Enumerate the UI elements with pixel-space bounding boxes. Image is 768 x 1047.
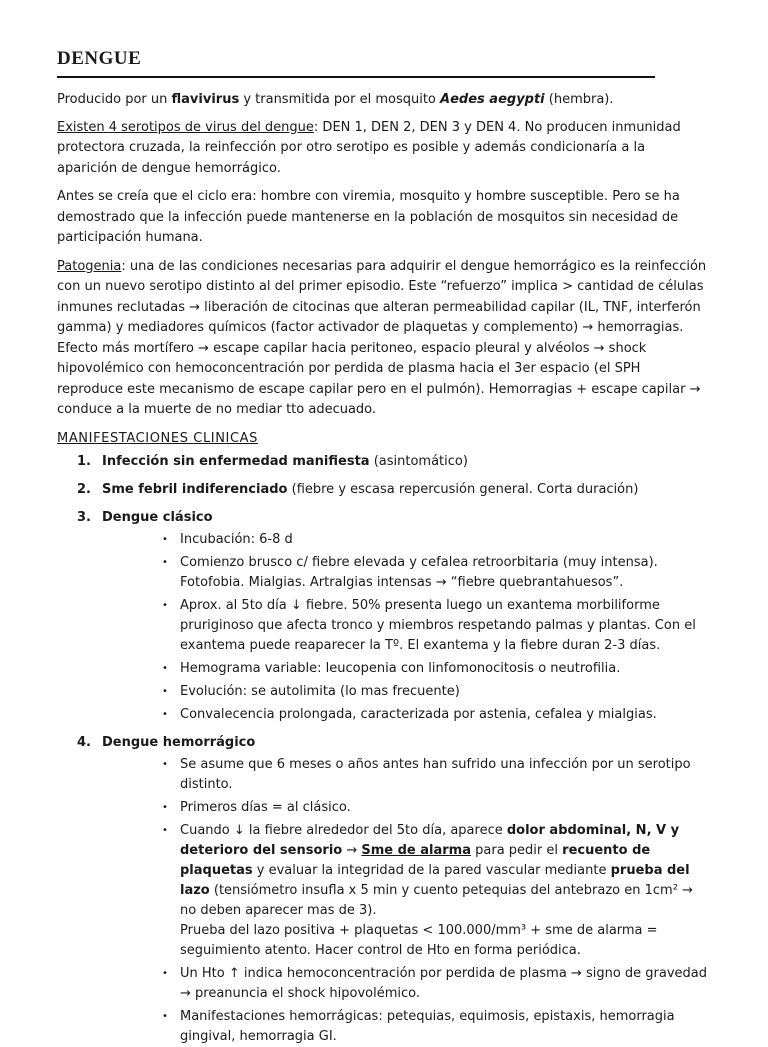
text: Producido por un bbox=[57, 92, 172, 107]
bullet-item bbox=[102, 705, 708, 725]
text: → bbox=[342, 842, 362, 858]
text-bold: prueba del lazo bbox=[180, 862, 690, 898]
bullet-icon: • bbox=[162, 556, 168, 568]
intro-paragraph bbox=[57, 90, 708, 111]
item-title: Dengue clásico bbox=[102, 509, 213, 525]
manifestations-list bbox=[57, 452, 708, 1047]
bullet-item bbox=[102, 553, 708, 593]
bullet-item bbox=[102, 755, 708, 795]
text-underlined: Patogenia bbox=[57, 258, 122, 274]
list-item bbox=[57, 452, 708, 472]
classic-dengue-bullets bbox=[102, 530, 708, 725]
text: Se asume que 6 meses o años antes han sufrido una infección por un serotipo distinto. bbox=[180, 756, 691, 792]
bullet-icon: • bbox=[162, 662, 168, 674]
pathogenesis-paragraph bbox=[57, 257, 708, 421]
page-title: DENGUE bbox=[57, 48, 655, 78]
text-bold: dolor abdominal, N, V y deterioro del sensorio bbox=[180, 822, 680, 858]
text: (tensiómetro insufla x 5 min y cuento petequias del antebrazo en 1cm² → no deben aparecer mas de 3). bbox=[180, 882, 693, 918]
text: Cuando ↓ la fiebre alrededor del 5to día, aparece bbox=[180, 822, 507, 838]
bullet-icon: • bbox=[162, 708, 168, 720]
text: Comienzo brusco c/ fiebre elevada y cefalea retroorbitaria (muy intensa). Fotofobia. Mialgias. Artralgias intensas → “fiebre quebrantahuesos”. bbox=[180, 554, 658, 590]
text: Hemograma variable: leucopenia con linfomonocitosis o neutrofilia. bbox=[180, 660, 621, 676]
text: y evaluar la integridad de la pared vascular mediante bbox=[252, 862, 611, 878]
text-bold-underlined: Sme de alarma bbox=[361, 842, 472, 858]
item-title: Infección sin enfermedad manifiesta bbox=[102, 453, 370, 469]
bullet-icon: • bbox=[162, 599, 168, 611]
text: (hembra). bbox=[544, 92, 614, 107]
bullet-icon: • bbox=[162, 685, 168, 697]
item-title: Dengue hemorrágico bbox=[102, 734, 256, 750]
text: Convalecencia prolongada, caracterizada por astenia, cefalea y mialgias. bbox=[180, 706, 657, 722]
text: para pedir el bbox=[471, 842, 563, 858]
bullet-icon: • bbox=[162, 824, 168, 836]
bullet-item bbox=[102, 1007, 708, 1047]
bullet-icon: • bbox=[162, 967, 168, 979]
bullet-icon: • bbox=[162, 801, 168, 813]
item-number: 4. bbox=[77, 734, 91, 750]
bullet-item bbox=[102, 798, 708, 818]
bullet-icon: • bbox=[162, 758, 168, 770]
bullet-item bbox=[102, 821, 708, 961]
list-item bbox=[57, 480, 708, 500]
item-number: 2. bbox=[77, 481, 91, 497]
text: Prueba del lazo positiva + plaquetas < 100.000/mm³ + sme de alarma = seguimiento atento. Hacer control de Hto en forma periódica. bbox=[180, 922, 658, 958]
text: Un Hto ↑ indica hemoconcentración por perdida de plasma → signo de gravedad → preanuncia el shock hipovolémico. bbox=[180, 965, 708, 1001]
bullet-item bbox=[102, 596, 708, 656]
text: Evolución: se autolimita (lo mas frecuente) bbox=[180, 683, 460, 699]
bullet-item bbox=[102, 964, 708, 1004]
cycle-paragraph: Antes se creía que el ciclo era: hombre con viremia, mosquito y hombre susceptible. Pero se ha demostrado que la infección puede mantenerse en la población de mosquitos sin necesidad de participación humana. bbox=[57, 189, 680, 245]
bullet-item bbox=[102, 530, 708, 550]
text: Manifestaciones hemorrágicas: petequias, equimosis, epistaxis, hemorragia gingival, hemorragia GI. bbox=[180, 1008, 675, 1044]
text-bold-italic: Aedes aegypti bbox=[440, 92, 545, 107]
bullet-item bbox=[102, 659, 708, 679]
bullet-item bbox=[102, 682, 708, 702]
item-number: 1. bbox=[77, 453, 91, 469]
text: (asintomático) bbox=[369, 453, 468, 469]
list-item bbox=[57, 508, 708, 725]
text: : DEN 1, DEN 2, DEN 3 y DEN 4. No producen inmunidad protectora cruzada, la reinfección por otro serotipo es posible y además condicionaría a la aparición de dengue hemorrágico. bbox=[57, 119, 681, 176]
item-title: Sme febril indiferenciado bbox=[102, 481, 288, 497]
text: y transmitida por el mosquito bbox=[239, 92, 441, 107]
text-bold: recuento de plaquetas bbox=[180, 842, 651, 878]
item-number: 3. bbox=[77, 509, 91, 525]
text-underlined: Existen 4 serotipos de virus del dengue bbox=[57, 119, 314, 135]
text: : una de las condiciones necesarias para adquirir el dengue hemorrágico es la reinfección con un nuevo serotipo distinto al del primer episodio. Este “refuerzo” implica > cantidad de células inmunes reclutadas → liberación de citocinas que alteran permeabilidad capilar (IL, TNF, interferón gamma) y mediadores químicos (factor activador de plaquetas y complemento) → hemorragias. Efecto más mortífero → escape capilar hacia peritoneo, espacio pleural y alvéolos → shock hipovolémico con hemoconcentración por perdida de plasma hacia el 3er espacio (el SPH reproduce este mecanismo de escape capilar pero en el pulmón). Hemorragias + escape capilar → conduce a la muerte de no mediar tto adecuado. bbox=[57, 258, 707, 417]
hemorrhagic-dengue-bullets bbox=[102, 755, 708, 1047]
bullet-icon: • bbox=[162, 1010, 168, 1022]
serotypes-paragraph bbox=[57, 118, 708, 180]
section-title: MANIFESTACIONES CLINICAS bbox=[57, 430, 259, 446]
text: Aprox. al 5to día ↓ fiebre. 50% presenta luego un exantema morbiliforme pruriginoso que afecta tronco y miembros respetando palmas y plantas. Con el exantema puede reaparecer la Tº. El exantema y la fiebre duran 2-3 días. bbox=[180, 597, 696, 653]
text-bold: flavivirus bbox=[171, 92, 240, 107]
list-item bbox=[57, 733, 708, 1047]
bullet-icon: • bbox=[162, 533, 168, 545]
text: Incubación: 6-8 d bbox=[180, 531, 293, 547]
text: (fiebre y escasa repercusión general. Corta duración) bbox=[287, 481, 639, 497]
text: Primeros días = al clásico. bbox=[180, 799, 351, 815]
